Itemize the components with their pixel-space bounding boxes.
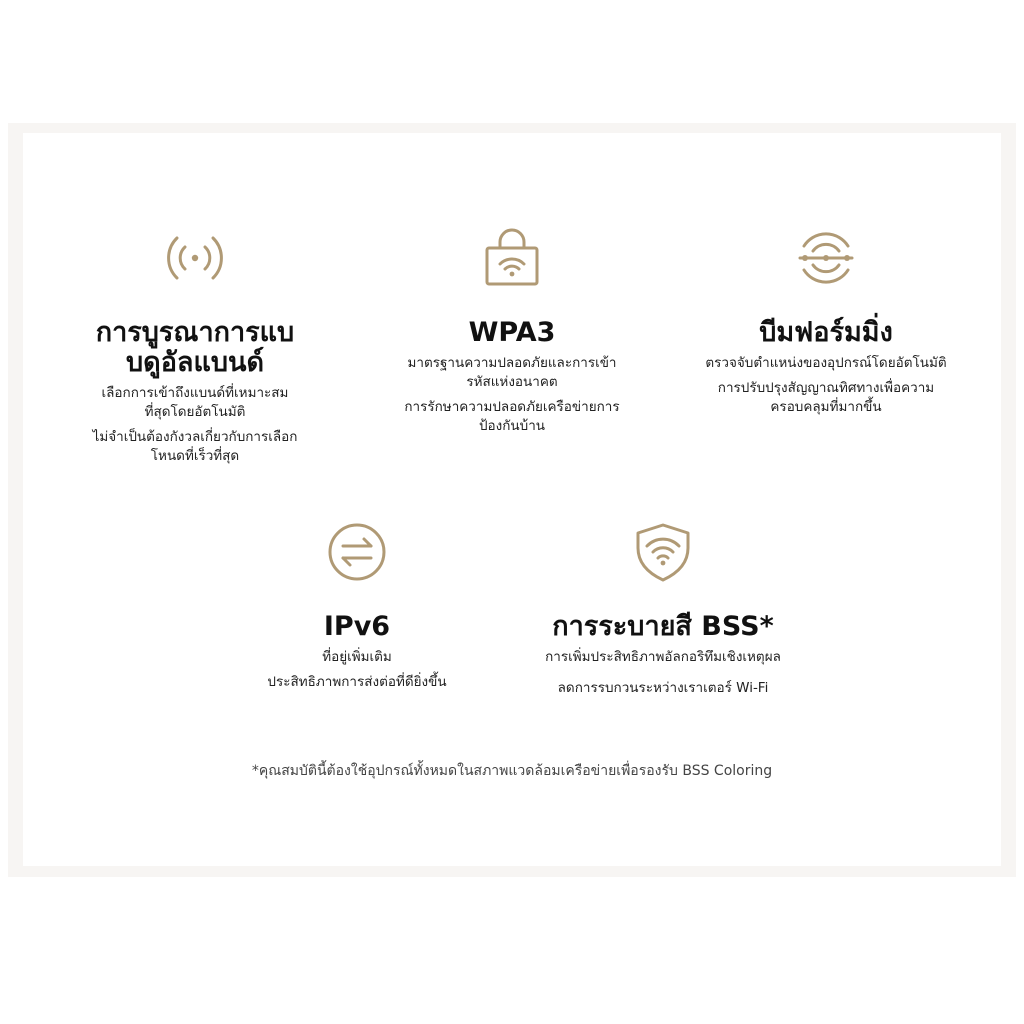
feature-desc: ตรวจจับตำแหน่งของอุปกรณ์โดยอัตโนมัติ <box>705 355 947 371</box>
feature-title: IPv6 <box>323 611 391 642</box>
feature-bss-coloring <box>508 522 818 698</box>
feature-desc: ลดการรบกวนระหว่างเราเตอร์ Wi-Fi <box>557 680 769 696</box>
feature-desc: ที่อยู่เพิ่มเติม <box>322 649 392 665</box>
feature-title: บีมฟอร์มมิ่ง <box>759 317 893 348</box>
feature-desc: ประสิทธิภาพการส่งต่อที่ดียิ่งขึ้น <box>267 674 447 690</box>
feature-title: การบูรณาการแบ <box>95 317 295 348</box>
wifi-lock-icon <box>482 228 542 288</box>
feature-title-line2: บดูอัลแบนด์ <box>126 347 264 378</box>
feature-title: WPA3 <box>468 317 556 348</box>
feature-desc: ที่สุดโดยอัตโนมัติ <box>144 404 246 420</box>
feature-desc: รหัสแห่งอนาคต <box>466 374 558 390</box>
feature-desc: การรักษาความปลอดภัยเครือข่ายการ <box>404 399 620 415</box>
transfer-arrows-icon <box>327 522 387 582</box>
feature-desc: ครอบคลุมที่มากขึ้น <box>770 399 882 415</box>
feature-desc: ป้องกันบ้าน <box>478 418 546 434</box>
feature-desc: การเพิ่มประสิทธิภาพอัลกอริทึมเชิงเหตุผล <box>545 649 781 665</box>
feature-wpa3 <box>372 228 652 436</box>
signal-broadcast-icon <box>163 228 227 288</box>
feature-desc: การปรับปรุงสัญญาณทิศทางเพื่อความ <box>717 380 935 396</box>
feature-dual-band <box>60 228 330 466</box>
feature-title: การระบายสี BSS* <box>552 611 774 642</box>
wifi-shield-icon <box>633 522 693 582</box>
feature-beamforming <box>676 228 976 417</box>
feature-desc: ไม่จำเป็นต้องกังวลเกี่ยวกับการเลือก <box>92 429 298 445</box>
feature-desc: โหนดที่เร็วที่สุด <box>150 448 240 464</box>
feature-desc: เลือกการเข้าถึงแบนด์ที่เหมาะสม <box>101 385 289 401</box>
feature-ipv6 <box>232 522 482 692</box>
beamforming-icon <box>796 228 856 288</box>
feature-desc: มาตรฐานความปลอดภัยและการเข้า <box>407 355 617 371</box>
footnote: *คุณสมบัตินี้ต้องใช้อุปกรณ์ทั้งหมดในสภาพแวดล้อมเครือข่ายเพื่อรองรับ BSS Coloring <box>251 763 773 779</box>
